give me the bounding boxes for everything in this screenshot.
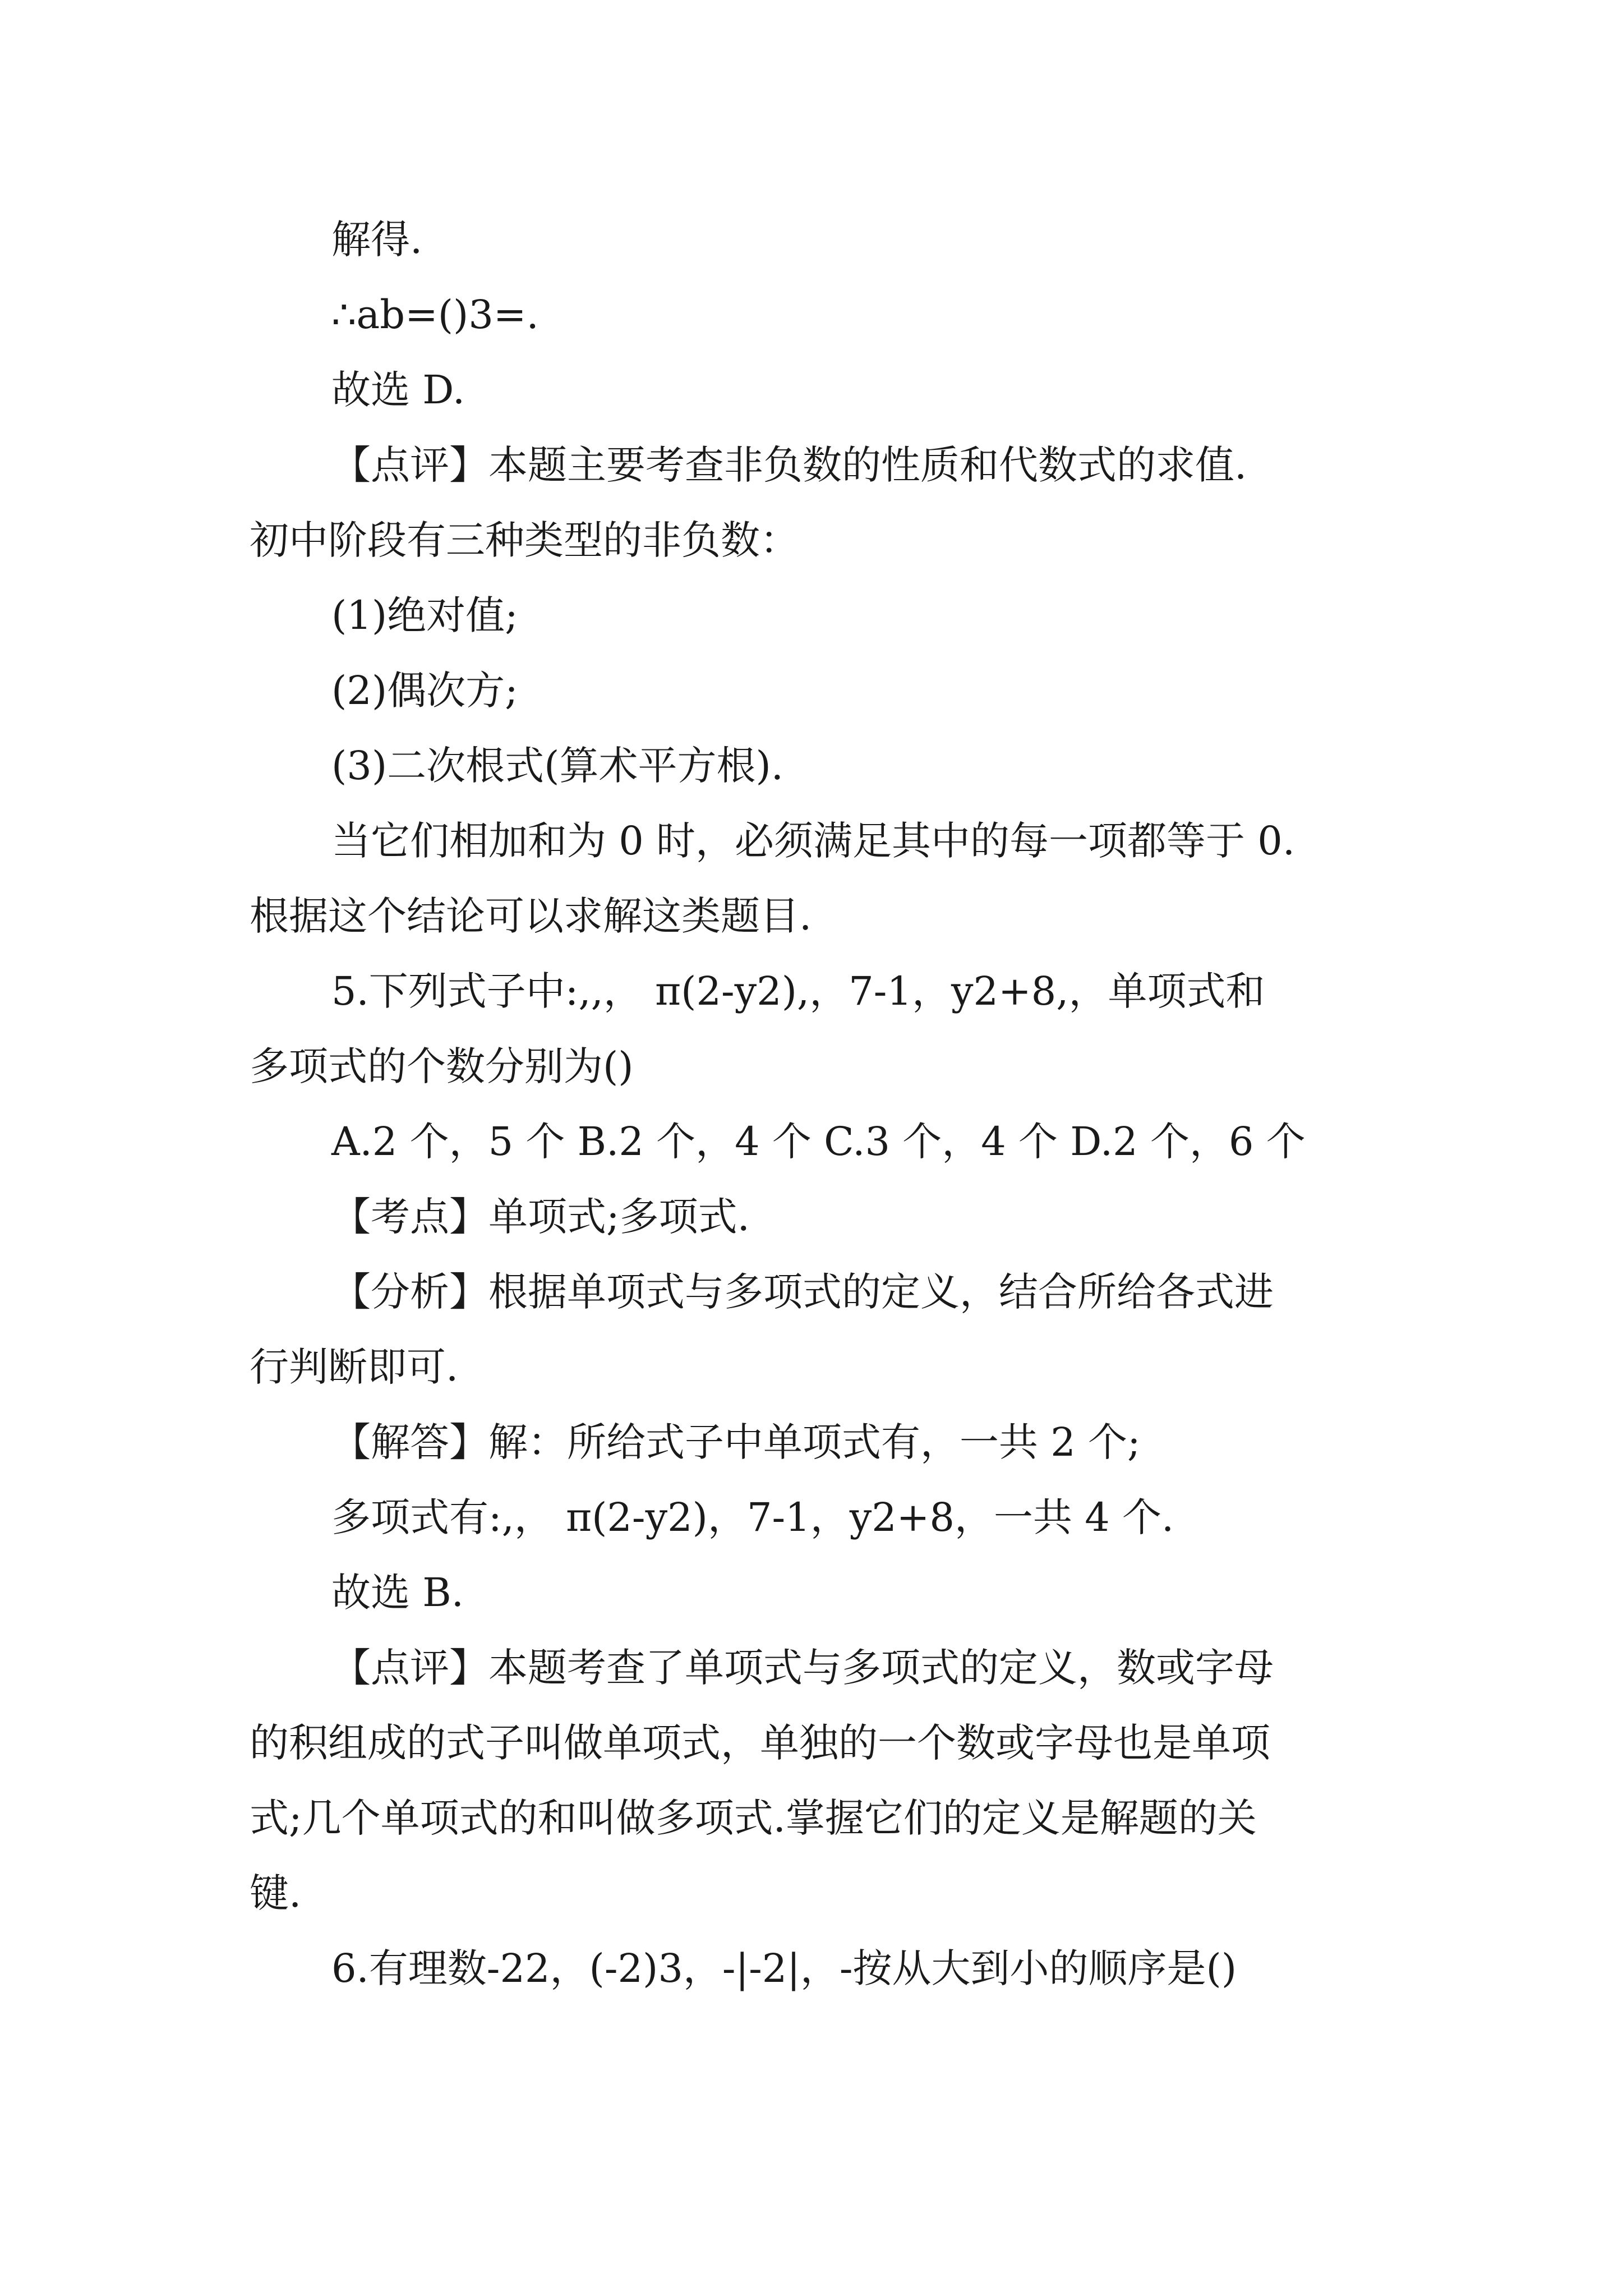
text-line-15: 【分析】根据单项式与多项式的定义，结合所给各式进 <box>331 1269 1274 1315</box>
text-line-18: 多项式有:,， π(2-y2)，7-1，y2+8，一共 4 个. <box>331 1494 1174 1540</box>
text-line-24: 6.有理数-22，(-2)3，-|-2|，-按从大到小的顺序是() <box>331 1945 1237 1991</box>
text-line-1: 解得. <box>331 217 423 263</box>
text-line-3: 故选 D. <box>331 367 465 413</box>
text-line-20: 【点评】本题考查了单项式与多项式的定义，数或字母 <box>331 1645 1274 1691</box>
text-line-16: 行判断即可. <box>250 1344 459 1390</box>
text-line-4: 【点评】本题主要考查非负数的性质和代数式的求值. <box>331 442 1247 488</box>
text-line-6: (1)绝对值; <box>331 592 518 638</box>
text-line-7: (2)偶次方; <box>331 668 518 714</box>
text-line-2: ∴ab=()3=. <box>331 292 539 338</box>
text-line-12: 多项式的个数分别为() <box>250 1043 634 1089</box>
text-line-19: 故选 B. <box>331 1570 464 1616</box>
text-line-14: 【考点】单项式;多项式. <box>331 1194 750 1240</box>
document-body <box>250 202 1388 2006</box>
text-line-23: 键. <box>250 1870 302 1916</box>
text-line-13: A.2 个，5 个 B.2 个，4 个 C.3 个，4 个 D.2 个，6 个 <box>331 1119 1306 1165</box>
text-line-21: 的积组成的式子叫做单项式，单独的一个数或字母也是单项 <box>250 1720 1270 1766</box>
text-line-17: 【解答】解：所给式子中单项式有，一共 2 个; <box>331 1419 1141 1465</box>
text-line-11: 5.下列式子中:,,， π(2-y2),，7-1，y2+8,，单项式和 <box>331 968 1265 1014</box>
text-line-9: 当它们相加和为 0 时，必须满足其中的每一项都等于 0. <box>331 818 1295 864</box>
text-line-10: 根据这个结论可以求解这类题目. <box>250 893 812 939</box>
text-line-5: 初中阶段有三种类型的非负数： <box>250 517 799 563</box>
text-line-8: (3)二次根式(算术平方根). <box>331 743 784 789</box>
text-line-22: 式;几个单项式的和叫做多项式.掌握它们的定义是解题的关 <box>250 1795 1257 1841</box>
